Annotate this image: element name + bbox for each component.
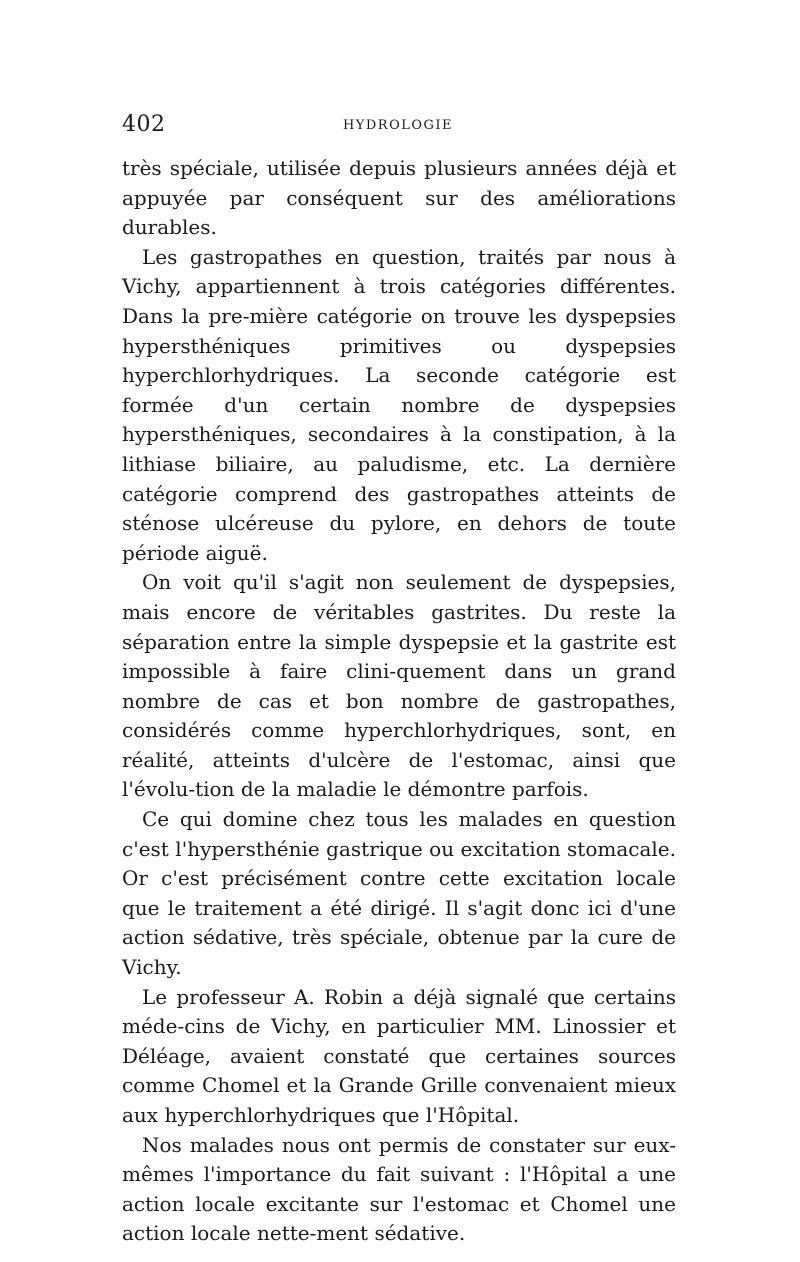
paragraph: On voit qu'il s'agit non seulement de dyspepsies, mais encore de véritables gastrites. Du reste la séparation entre la simple dyspepsie et la gastrite est impossible à faire clini-quement dans un grand nombre de cas et bon nombre de gastropathes, considérés comme hyperchlorhydriques, sont, en réalité, atteints d'ulcère de l'estomac, ainsi que l'évolu-tion de la maladie le démontre parfois. bbox=[122, 570, 676, 802]
paragraph: Les gastropathes en question, traités par nous à Vichy, appartiennent à trois catégories différentes. Dans la pre-mière catégorie on trouve les dyspepsies hypersthéniques primitives ou dyspepsies hyperchlorhydriques. La seconde catégorie est formée d'un certain nombre de dyspepsies hypersthéniques, secondaires à la constipation, à la lithiase biliaire, au paludisme, etc. La dernière catégorie comprend des gastropathes atteints de sténose ulcéreuse du pylore, en dehors de toute période aiguë. bbox=[122, 244, 676, 565]
page-number: 402 bbox=[122, 112, 166, 137]
paragraph: Le professeur A. Robin a déjà signalé que certains méde-cins de Vichy, en particulier MM. Linossier et Déléage, avaient constaté que certaines sources comme Chomel et la Grande Grille convenaient mieux aux hyperchlorhydriques que l'Hôpital. bbox=[122, 984, 676, 1127]
paragraph: très spéciale, utilisée depuis plusieurs années déjà et appuyée par conséquent sur des améliorations durables. bbox=[122, 156, 676, 240]
paragraph: Nos malades nous ont permis de constater sur eux-mêmes l'importance du fait suivant : l'Hôpital a une action locale excitante sur l'estomac et Chomel une action locale nette-ment sédative. bbox=[122, 1132, 676, 1246]
paragraph: Ce qui domine chez tous les malades en question c'est l'hypersthénie gastrique ou excitation stomacale. Or c'est précisément contre cette excitation locale que le traitement a été dirigé. Il s'agit donc ici d'une action sédative, très spéciale, obtenue par la cure de Vichy. bbox=[122, 807, 676, 980]
running-head: HYDROLOGIE bbox=[342, 118, 454, 133]
page-header bbox=[122, 112, 674, 142]
body-text bbox=[122, 154, 676, 1249]
